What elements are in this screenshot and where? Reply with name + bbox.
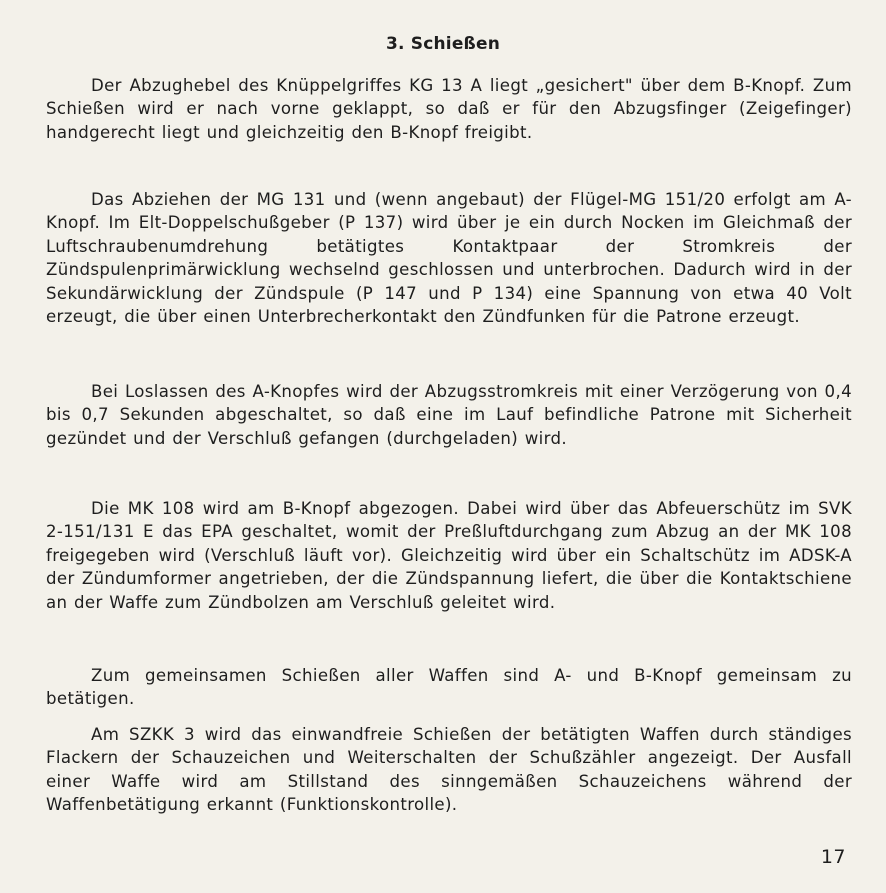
paragraph-mk108-firing: Die MK 108 wird am B-Knopf abgezogen. Dabei wird über das Abfeuerschütz im SVK 2-151/131 E das EPA geschaltet, womit der Preßluftdurchgang zum Abzug an der MK 108 freigegeben wird (Verschluß läuft vor). Gleichzeitig wird über ein Schaltschütz im ADSK-A der Zündumformer angetrieben, der die Zündspannung liefert, die über die Kontaktschiene an der Waffe zum Zündbolzen am Verschluß geleitet wird. [46, 499, 852, 612]
paragraph-trigger-lever: Der Abzughebel des Knüppelgriffes KG 13 A liegt „gesichert" über dem B-Knopf. Zum Schießen wird er nach vorne geklappt, so daß er für den Abzugsfinger (Zeigefinger) handgerecht liegt und gleichzeitig den B-Knopf freigibt. [46, 76, 852, 142]
paragraph-release-delay: Bei Loslassen des A-Knopfes wird der Abzugsstromkreis mit einer Verzögerung von 0,4 bis 0,7 Sekunden abgeschaltet, so daß eine im Lauf befindliche Patrone mit Sicherheit gezündet und der Verschluß gefangen (durchgeladen) wird. [46, 382, 852, 448]
paragraph-function-check: Am SZKK 3 wird das einwandfreie Schießen der betätigten Waffen durch ständiges Flackern der Schauzeichen und Weiterschalten der Schußzähler angezeigt. Der Ausfall einer Waffe wird am Stillstand des sinngemäßen Schauzeichens während der Waffenbetätigung erkannt (Funktionskontrolle). [46, 725, 852, 815]
paragraph-mg-firing: Das Abziehen der MG 131 und (wenn angebaut) der Flügel-MG 151/20 erfolgt am A-Knopf. Im Elt-Doppelschußgeber (P 137) wird über je ein durch Nocken im Gleichmaß der Luftschraubenumdrehung betätigtes Kontaktpaar der Stromkreis der Zündspulenprimärwicklung wechselnd geschlossen und unterbrochen. Dadurch wird in der Sekundärwicklung der Zündspule (P 147 und P 134) eine Spannung von etwa 40 Volt erzeugt, die über einen Unterbrecherkontakt den Zündfunken für die Patrone erzeugt. [46, 190, 852, 327]
section-heading: 3. Schießen [385, 34, 501, 54]
page-number: 17 [820, 846, 846, 868]
paragraph-combined-firing: Zum gemeinsamen Schießen aller Waffen sind A- und B-Knopf gemeinsam zu betätigen. [46, 666, 852, 709]
